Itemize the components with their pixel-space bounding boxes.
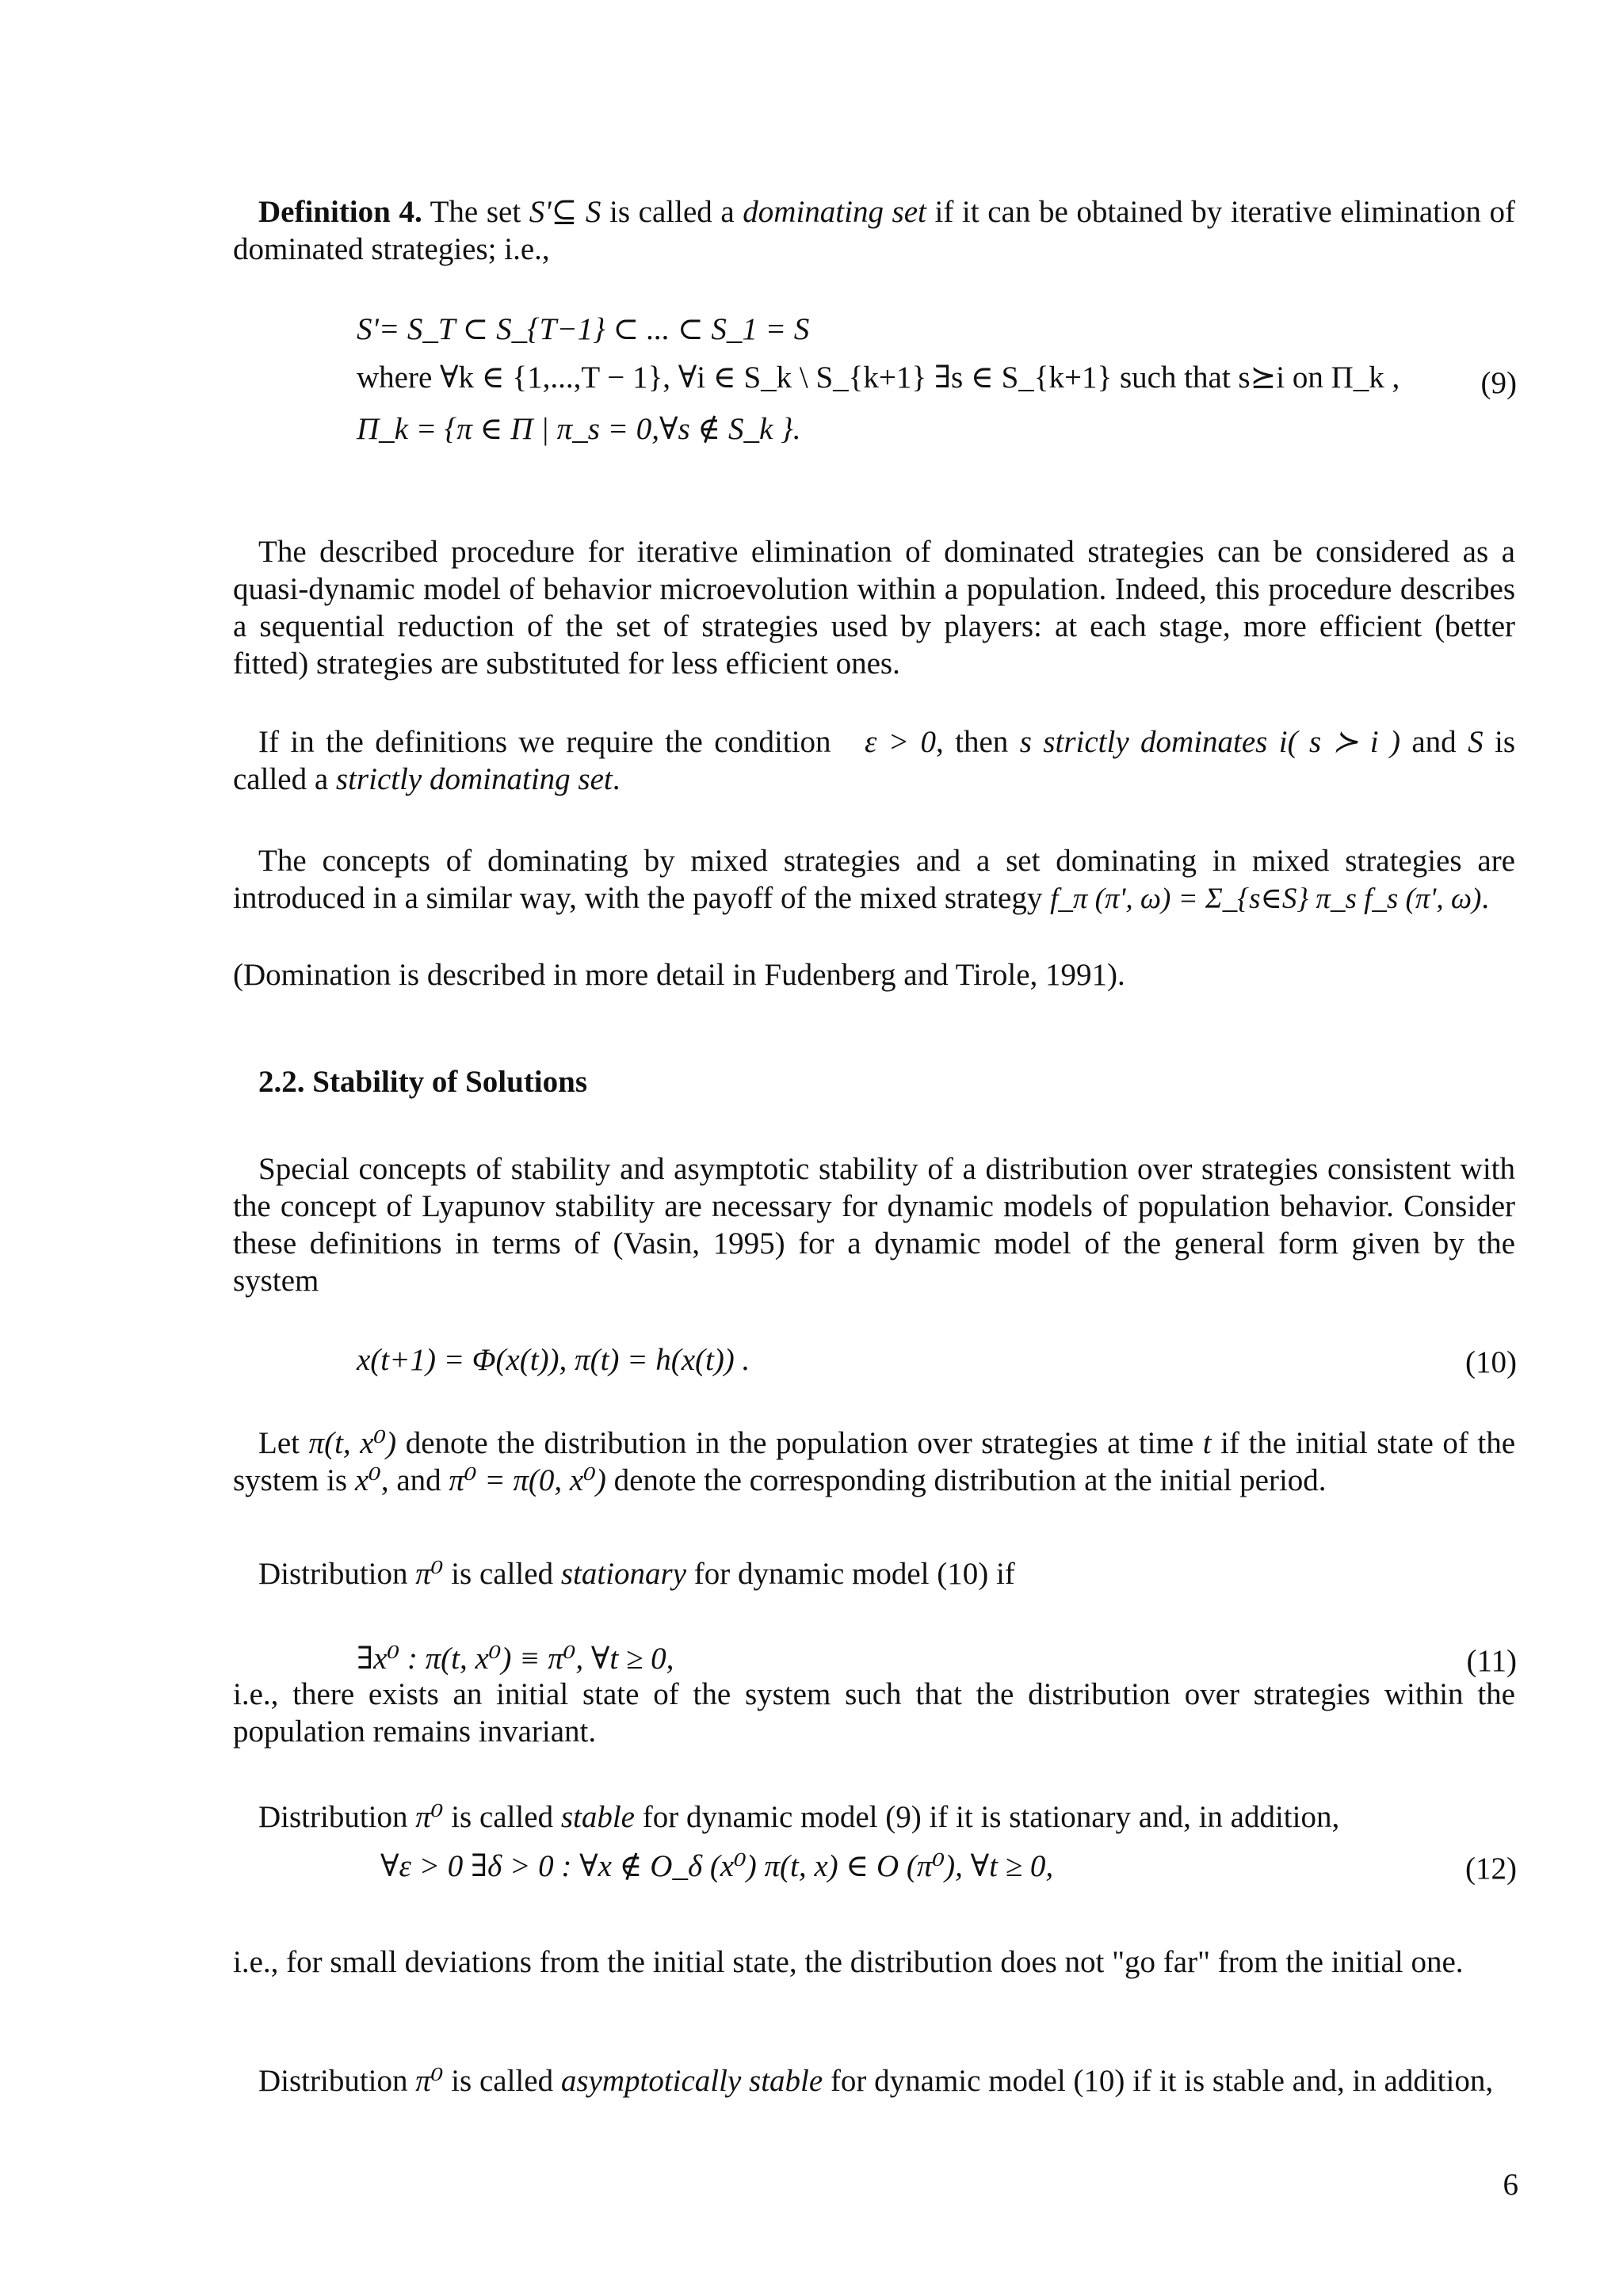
term: stationary xyxy=(560,1557,686,1591)
paragraph-iterative-elimination: The described procedure for iterative elimination of dominated strategies can be considered as a quasi-dynamic model of behavior microevolution within a population. Indeed, this procedure describes a sequential reduction of the set of strategies used by players: at each stage, more efficient (better fitted) strategies are substituted for less efficient ones. xyxy=(233,535,1515,681)
definition-text: if it can be obtained by iterative elimination of dominated strategies; i.e., xyxy=(233,195,1515,266)
definition-text: The set xyxy=(422,195,529,229)
set-math: S xyxy=(1468,725,1484,759)
equation-text: Π_k = {π ∈ Π | π_s = 0,∀s ∉ S_k }. xyxy=(357,412,801,446)
math: t xyxy=(1202,1426,1212,1460)
text: if the initial state of the system is xyxy=(233,1426,1516,1497)
paragraph-distribution-definition xyxy=(233,1425,1515,1499)
relation-math: ( s ≻ i ) xyxy=(1287,725,1400,759)
paragraph-invariant: i.e., there exists an initial state of the system such that the distribution over strategies within the population remains invariant. xyxy=(233,1677,1515,1749)
equation-number-11: (11) xyxy=(1466,1644,1517,1678)
page-number: 6 xyxy=(1503,2168,1518,2202)
equation-text: ∃x⁰ : π(t, x⁰) ≡ π⁰, ∀t ≥ 0, xyxy=(357,1642,674,1676)
equation-12 xyxy=(380,1848,1053,1886)
math: π⁰ xyxy=(415,1557,444,1591)
term: stable xyxy=(560,1800,635,1834)
paragraph-stability-concepts: Special concepts of stability and asymptotic stability of a distribution over strategies consistent with the concept of Lyapunov stability are necessary for dynamic models of population behavior. Consider these definitions in terms of (Vasin, 1995) for a dynamic model of the general form given by the system xyxy=(233,1152,1515,1298)
text: for dynamic model (10) if it is stable and, in addition, xyxy=(830,2064,1494,2098)
term: s strictly dominates i xyxy=(1019,725,1288,759)
text: If in the definitions we require the condition xyxy=(258,725,831,759)
equation-number-9: (9) xyxy=(1480,366,1517,400)
math: π⁰ = π(0, x⁰) xyxy=(449,1463,606,1497)
text: . xyxy=(612,762,621,796)
paragraph-stationary xyxy=(233,1555,1515,1592)
equation-9-line-1 xyxy=(357,311,809,349)
term: strictly dominating set xyxy=(335,762,613,796)
text: is called xyxy=(451,2064,554,2098)
math: π⁰ xyxy=(415,1800,444,1834)
definition-term: dominating set xyxy=(743,195,926,229)
math: x⁰ xyxy=(354,1463,381,1497)
paragraph-reference: (Domination is described in more detail in Fudenberg and Tirole, 1991). xyxy=(233,958,1125,992)
equation-number-10: (10) xyxy=(1465,1345,1517,1379)
definition-paragraph xyxy=(233,193,1515,268)
text: . xyxy=(1481,881,1490,915)
text: is called xyxy=(451,1800,554,1834)
text: , and xyxy=(380,1463,441,1497)
term: asymptotically stable xyxy=(560,2064,823,2098)
equation-text: ∀ε > 0 ∃δ > 0 : ∀x ∉ O_δ (x⁰) π(t, x) ∈ O (π⁰), ∀t ≥ 0, xyxy=(380,1849,1054,1883)
text: is called xyxy=(451,1557,554,1591)
equation-text: x(t+1) = Φ(x(t)), π(t) = h(x(t)) . xyxy=(357,1343,750,1377)
equation-11 xyxy=(357,1640,674,1678)
paragraph-small-deviations: i.e., for small deviations from the initial state, the distribution does not "go far" from the initial one. xyxy=(233,1945,1464,1979)
paragraph-mixed-strategies xyxy=(233,842,1515,917)
text: Distribution xyxy=(258,1800,408,1834)
condition-math: ε > 0 xyxy=(864,725,936,759)
payoff-formula: f_π (π', ω) = Σ_{s∈S} π_s f_s (π', ω) xyxy=(1050,883,1482,915)
text: Distribution xyxy=(258,1557,408,1591)
math: π⁰ xyxy=(415,2064,444,2098)
text: Distribution xyxy=(258,2064,408,2098)
text: for dynamic model (9) if it is stationary and, in addition, xyxy=(642,1800,1340,1834)
paragraph-stable xyxy=(233,1798,1515,1836)
section-heading: 2.2. Stability of Solutions xyxy=(258,1065,588,1099)
text: denote the corresponding distribution at the initial period. xyxy=(613,1463,1327,1497)
text: denote the distribution in the population over strategies at time xyxy=(405,1426,1194,1460)
text: The concepts of dominating by mixed strategies and a set dominating in mixed strategies are introduced in a similar way, with the payoff of the mixed strategy xyxy=(233,844,1515,915)
equation-10 xyxy=(357,1341,750,1379)
text: for dynamic model (10) if xyxy=(693,1557,1015,1591)
paragraph-asymptotically-stable xyxy=(233,2062,1515,2100)
equation-9-line-3 xyxy=(357,410,800,448)
paragraph-strict-domination xyxy=(233,723,1515,798)
equation-9-line-2 xyxy=(357,359,1400,397)
text: , then xyxy=(935,725,1020,759)
text: Let xyxy=(258,1426,300,1460)
subset-math: S'⊆ S xyxy=(529,195,601,229)
text: is called a xyxy=(233,725,1516,796)
math: π(t, x⁰) xyxy=(308,1426,397,1460)
equation-text: S'= S_T ⊂ S_{T−1} ⊂ ... ⊂ S_1 = S xyxy=(357,312,810,346)
definition-text: is called a xyxy=(601,195,743,229)
definition-label: Definition 4. xyxy=(258,195,422,229)
equation-number-12: (12) xyxy=(1465,1852,1517,1886)
text: and xyxy=(1400,725,1468,759)
equation-text: where ∀k ∈ {1,...,T − 1}, ∀i ∈ S_k \ S_{k+1} ∃s ∈ S_{k+1} such that s⪰i on Π_k , xyxy=(357,360,1400,395)
